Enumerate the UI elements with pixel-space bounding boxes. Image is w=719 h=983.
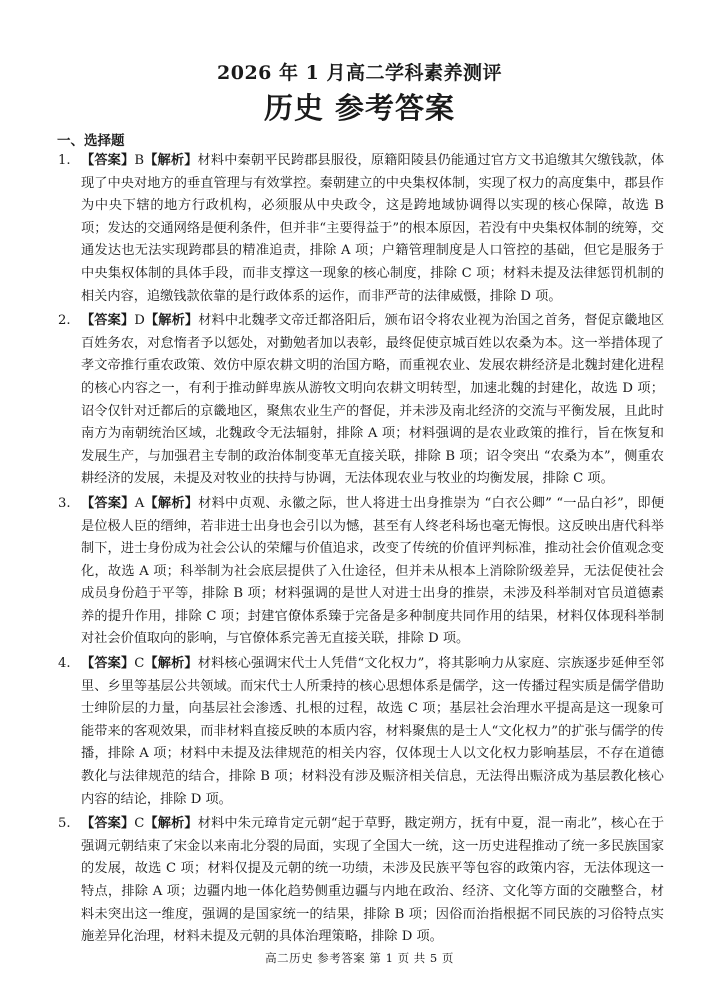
exam-title: 2026 年 1 月高二学科素养测评: [217, 62, 502, 84]
answer-item-3: [58, 493, 664, 651]
analysis-text: 材料中秦朝平民跨郡县服役，原籍阳陵县仍能通过官方文书追缴其欠缴钱款，体现了中央对地方的垂直管理与有效掌控。秦朝建立的中央集权体制，实现了权力的高度集中，郡县作为中央下辖的地方行政机构，必须服从中央政令，这是跨地域协调得以实现的核心保障，故选 B 项；发达的交通网络是便利条件，但并非“主要得益于”的根本原因，若没有中央集权体制的统筹，交通发达也无法实现跨郡县的精准追责，排除 A 项；户籍管理制度是人口管控的基础，但它是服务于中央集权体制的具体手段，而非支撑这一现象的核心制度，排除 C 项；材料未提及法律惩罚机制的相关内容，追缴钱款依靠的是行政体系的运作，而非严苛的法律威慑，排除 D 项。: [81, 153, 665, 304]
item-number: 5.: [58, 816, 71, 832]
answer-letter: D: [134, 313, 145, 329]
answer-tag: 【答案】: [81, 656, 135, 672]
answer-tag: 【答案】: [81, 816, 135, 832]
analysis-text: 材料中北魏孝文帝迁都洛阳后，颁布诏令将农业视为治国之首务，督促京畿地区百姓务农，对怠惰者予以惩处，对勤勉者加以表彰，最终促使京城百姓以农桑为本。这一举措体现了孝文帝推行重农政策、效仿中原农耕文明的治国方略，而重视农业、发展农耕经济是北魏封建化进程的核心内容之一，有利于推动鲜卑族从游牧文明向农耕文明转型，加速北魏的封建化，故选 D 项；诏令仅针对迁都后的京畿地区，聚焦农业生产的督促，并未涉及南北经济的交流与平衡发展，且此时南方为南朝统治区域，北魏政令无法辐射，排除 A 项；材料强调的是农业政策的推行，旨在恢复和发展生产，与加强君主专制的政治体制变革无直接关联，排除 B 项；诏令突出 “农桑为本”，侧重农耕经济的发展，未提及对牧业的扶持与协调，无法体现农业与牧业的均衡发展，排除 C 项。: [81, 313, 665, 487]
item-number: 1.: [58, 153, 71, 168]
page-footer: 高二历史 参考答案 第 1 页 共 5 页: [265, 951, 454, 965]
analysis-text: 材料核心强调宋代士人凭借“文化权力”，将其影响力从家庭、宗族逐步延伸至邻里、乡里等基层公共领域。而宋代士人所秉持的核心思想体系是儒学，这一传播过程实质是儒学借助士绅阶层的力量，向基层社会渗透、扎根的过程，故选 C 项；基层社会治理水平提高是这一现象可能带来的客观效果，而非材料直接反映的本质内容，材料聚焦的是士人“文化权力”的扩张与儒学的传播，排除 A 项；材料中未提及法律规范的相关内容，仅体现士人以文化权力影响基层，不存在道德教化与法律规范的结合，排除 B 项；材料没有涉及赈济相关信息，无法得出赈济成为基层教化核心内容的结论，排除 D 项。: [81, 656, 665, 807]
analysis-tag: 【解析】: [144, 313, 199, 329]
section-heading: 一、选择题: [57, 133, 125, 149]
answer-letter: B: [134, 153, 145, 168]
analysis-tag: 【解析】: [144, 656, 198, 672]
analysis-tag: 【解析】: [144, 495, 199, 511]
answer-list: [58, 150, 664, 951]
document-subtitle: 历史 参考答案: [263, 91, 456, 125]
answer-tag: 【答案】: [81, 313, 135, 329]
item-number: 4.: [58, 656, 71, 672]
analysis-tag: 【解析】: [144, 816, 198, 832]
answer-item-2: [58, 310, 664, 491]
analysis-tag: 【解析】: [144, 153, 198, 168]
item-number: 2.: [58, 313, 71, 329]
analysis-text: 材料中朱元璋肯定元朝“起于草野，戡定朔方，抚有中夏，混一南北”，核心在于强调元朝结束了宋金以来南北分裂的局面，实现了全国大一统，这一历史进程推动了统一多民族国家的发展，故选 C 项；材料仅提及元朝的统一功绩，未涉及民族平等包容的政策内容，无法体现这一特点，排除 A 项；边疆内地一体化趋势侧重边疆与内地在政治、经济、文化等方面的交融整合，材料未突出这一维度，强调的是国家统一的结果，排除 B 项；因俗而治指根据不同民族的习俗特点实施差异化治理，材料未提及元朝的具体治理策略，排除 D 项。: [81, 816, 665, 945]
item-number: 3.: [58, 495, 71, 511]
answer-item-1: [58, 150, 664, 308]
answer-item-5: [58, 813, 664, 949]
answer-tag: 【答案】: [81, 495, 135, 511]
analysis-text: 材料中贞观、永徽之际，世人将进士出身推崇为 “白衣公卿” “一品白衫”，即便是位极人臣的缙绅，若非进士出身也会引以为憾，甚至有人终老科场也毫无悔恨。这反映出唐代科举制下，进士身份成为社会公认的荣耀与价值追求，改变了传统的价值评判标准，推动社会价值观念变化，故选 A 项；科举制为社会底层提供了入仕途径，但并未从根本上消除阶级差异，无法促使社会成员身份趋于平等，排除 B 项；材料强调的是世人对进士出身的推崇，未涉及科举制对官员道德素养的提升作用，排除 C 项；封建官僚体系臻于完备是多种制度共同作用的结果，材料仅体现科举制对社会价值取向的影响，与官僚体系完善无直接关联，排除 D 项。: [81, 495, 665, 647]
answer-tag: 【答案】: [81, 153, 135, 168]
answer-letter: A: [134, 495, 145, 511]
answer-item-4: [58, 653, 664, 811]
answer-letter: C: [134, 816, 145, 832]
answer-letter: C: [134, 656, 145, 672]
